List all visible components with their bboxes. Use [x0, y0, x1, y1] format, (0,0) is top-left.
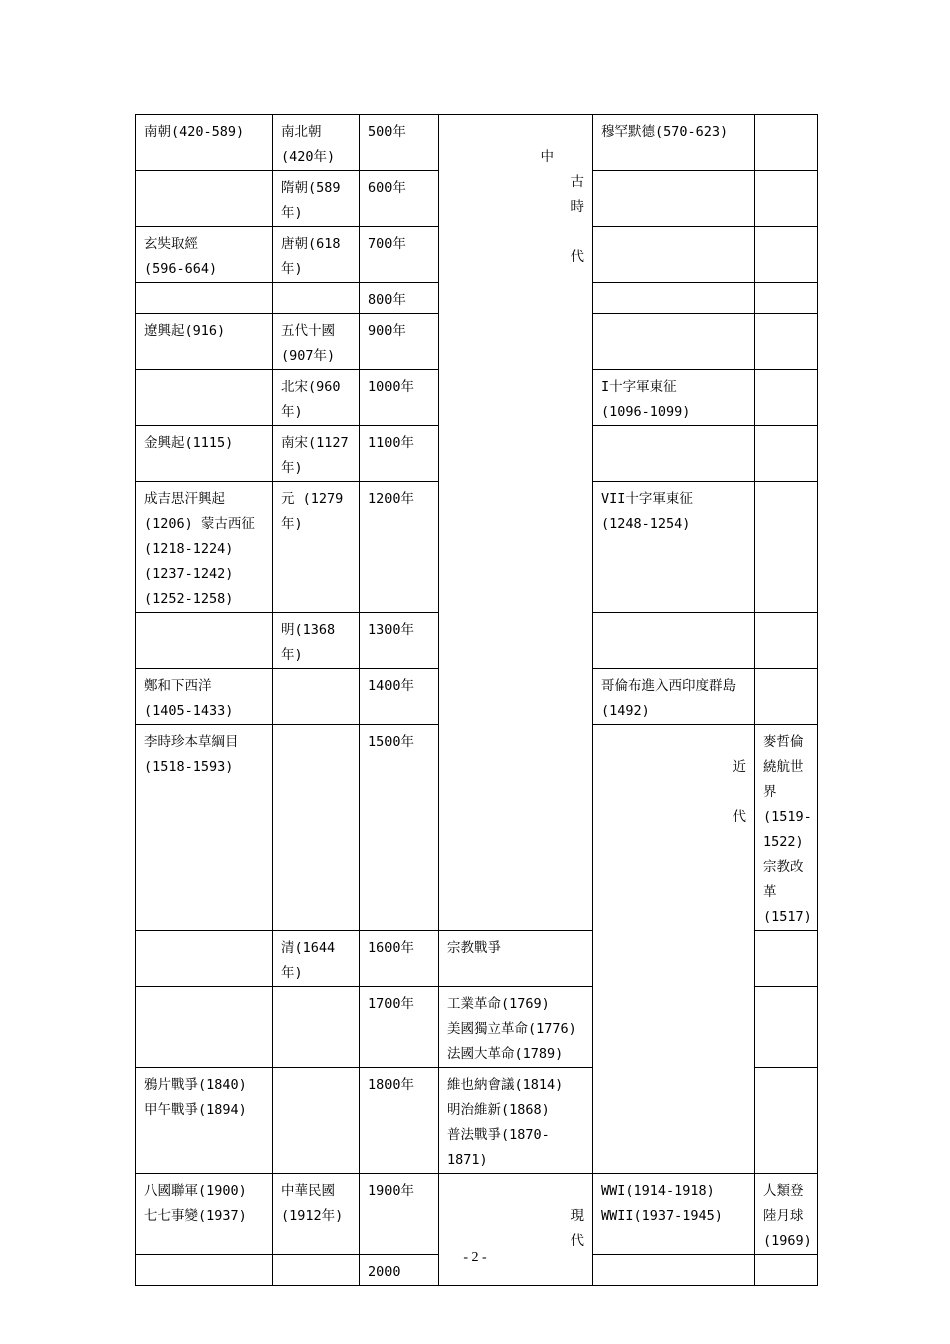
era-char: 時: [570, 199, 584, 215]
world-event-cell: 宗教戰爭: [439, 931, 593, 987]
dynasty-cell: 明(1368 年): [273, 613, 360, 669]
dynasty-cell: 唐朝(618 年): [273, 227, 360, 283]
dynasty-cell: [273, 283, 360, 314]
world-event-cell: 哥倫布進入西印度群島 (1492): [593, 669, 755, 725]
china-event-cell: 成吉思汗興起 (1206) 蒙古西征 (1218-1224) (1237-1242) (1252-1258): [136, 482, 273, 613]
extra-cell: [755, 426, 818, 482]
year-cell: 1200年: [360, 482, 439, 613]
table-row: [136, 1174, 818, 1255]
dynasty-cell: 中華民國 (1912年): [273, 1174, 360, 1255]
dynasty-cell: [273, 669, 360, 725]
extra-cell: [755, 482, 818, 613]
extra-cell: [755, 987, 818, 1068]
extra-cell: [755, 1068, 818, 1174]
world-event-cell: 麥哲倫繞航世界 (1519-1522) 宗教改革(1517): [755, 725, 818, 931]
extra-cell: [755, 931, 818, 987]
china-event-cell: 鴉片戰爭(1840) 甲午戰爭(1894): [136, 1068, 273, 1174]
china-event-cell: [136, 171, 273, 227]
page-number: - 2 -: [463, 1250, 487, 1265]
world-event-cell: [593, 227, 755, 283]
china-event-cell: [136, 370, 273, 426]
year-cell: 1700年: [360, 987, 439, 1068]
table-row: [136, 115, 818, 171]
era-modern-cell: [439, 1174, 593, 1286]
year-cell: 600年: [360, 171, 439, 227]
era-char: 中: [540, 149, 554, 165]
year-cell: 900年: [360, 314, 439, 370]
year-cell: 1600年: [360, 931, 439, 987]
china-event-cell: 鄭和下西洋 (1405-1433): [136, 669, 273, 725]
year-cell: 1300年: [360, 613, 439, 669]
world-event-cell: [593, 613, 755, 669]
china-event-cell: [136, 987, 273, 1068]
era-char: 現: [570, 1208, 584, 1224]
china-event-cell: [136, 283, 273, 314]
dynasty-cell: 南宋(1127 年): [273, 426, 360, 482]
world-event-cell: 維也納會議(1814) 明治維新(1868) 普法戰爭(1870-1871): [439, 1068, 593, 1174]
era-char: 代: [570, 1233, 584, 1249]
world-event-cell: I十字軍東征 (1096-1099): [593, 370, 755, 426]
year-cell: 1500年: [360, 725, 439, 931]
extra-cell: [755, 314, 818, 370]
extra-cell: [755, 227, 818, 283]
era-char: 古: [570, 174, 584, 190]
dynasty-cell: 清(1644 年): [273, 931, 360, 987]
year-cell: 500年: [360, 115, 439, 171]
world-event-cell: [593, 426, 755, 482]
china-event-cell: [136, 613, 273, 669]
china-event-cell: 李時珍本草綱目 (1518-1593): [136, 725, 273, 931]
year-cell: 1100年: [360, 426, 439, 482]
world-event-cell: 穆罕默德(570-623): [593, 115, 755, 171]
year-cell: 1000年: [360, 370, 439, 426]
era-medieval-cell: [439, 115, 593, 931]
year-cell: 1400年: [360, 669, 439, 725]
dynasty-cell: [273, 725, 360, 931]
extra-cell: [755, 370, 818, 426]
era-char: 近: [732, 759, 746, 775]
era-char: 代: [732, 809, 746, 825]
china-event-cell: 八國聯軍(1900) 七七事變(1937): [136, 1174, 273, 1255]
china-event-cell: 南朝(420-589): [136, 115, 273, 171]
china-event-cell: [136, 931, 273, 987]
world-event-cell: [593, 314, 755, 370]
extra-cell: [755, 669, 818, 725]
world-event-cell: [593, 171, 755, 227]
history-timeline-table: [135, 114, 818, 1286]
extra-cell: [755, 613, 818, 669]
year-cell: 1900年: [360, 1174, 439, 1255]
extra-cell: [755, 171, 818, 227]
dynasty-cell: 南北朝 (420年): [273, 115, 360, 171]
china-event-cell: 遼興起(916): [136, 314, 273, 370]
dynasty-cell: [273, 1068, 360, 1174]
dynasty-cell: 五代十國 (907年): [273, 314, 360, 370]
era-char: 代: [570, 249, 584, 265]
era-early-modern-cell: [593, 725, 755, 1174]
extra-cell: [755, 283, 818, 314]
dynasty-cell: [273, 987, 360, 1068]
dynasty-cell: 隋朝(589 年): [273, 171, 360, 227]
china-event-cell: 金興起(1115): [136, 426, 273, 482]
extra-cell: 人類登 陸月球 (1969): [755, 1174, 818, 1255]
world-event-cell: VII十字軍東征 (1248-1254): [593, 482, 755, 613]
dynasty-cell: 元 (1279 年): [273, 482, 360, 613]
dynasty-cell: 北宋(960 年): [273, 370, 360, 426]
year-cell: 700年: [360, 227, 439, 283]
world-event-cell: 工業革命(1769) 美國獨立革命(1776) 法國大革命(1789): [439, 987, 593, 1068]
china-event-cell: 玄奘取經 (596-664): [136, 227, 273, 283]
year-cell: 1800年: [360, 1068, 439, 1174]
world-event-cell: WWI(1914-1918) WWII(1937-1945): [593, 1174, 755, 1255]
extra-cell: [755, 115, 818, 171]
year-cell: 800年: [360, 283, 439, 314]
year-cell: 2000: [360, 1255, 439, 1286]
world-event-cell: [593, 283, 755, 314]
